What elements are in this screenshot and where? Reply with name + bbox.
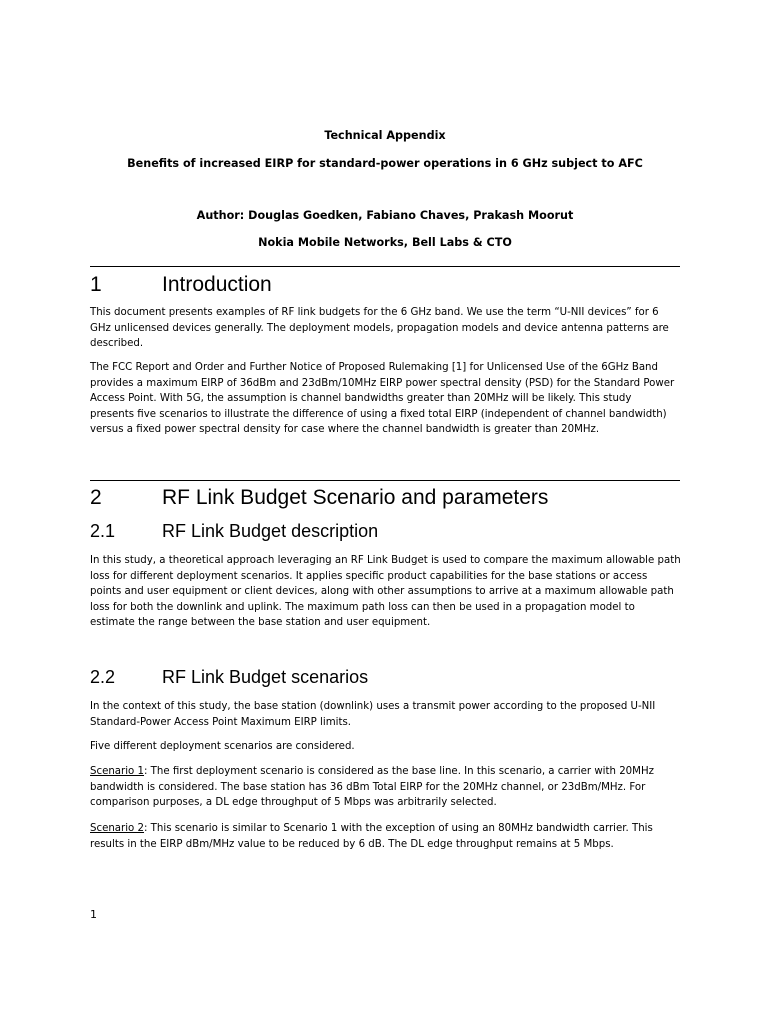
- intro-paragraph-2: [90, 360, 690, 438]
- text-line: [90, 764, 690, 780]
- section-2-heading: [90, 486, 548, 510]
- scenario-2-label: Scenario 2: [90, 823, 145, 834]
- intro-paragraph-1: [90, 305, 690, 352]
- text-line: [90, 821, 690, 837]
- section-title: Introduction: [162, 273, 272, 296]
- text-line: described.: [90, 338, 144, 349]
- section-2-1-heading: [90, 520, 378, 542]
- text-line: presents five scenarios to illustrate the difference of using a fixed total EIRP (independent of channel bandwidth): [90, 408, 667, 420]
- text-line: loss for different deployment scenarios. It applies specific product capabilities for the base stations or access: [90, 570, 648, 582]
- scenario-1-label: Scenario 1: [90, 766, 145, 777]
- text-line: This document presents examples of RF link budgets for the 6 GHz band. We use the term “U-NII devices” for 6: [90, 307, 659, 318]
- text-line: versus a fixed power spectral density for case where the channel bandwidth is greater than 20MHz.: [90, 424, 600, 435]
- text-line: GHz unlicensed devices generally. The deployment models, propagation models and device antenna patterns are: [90, 322, 669, 334]
- text-line: estimate the range between the base station and user equipment.: [90, 617, 431, 628]
- text-line: In this study, a theoretical approach leveraging an RF Link Budget is used to compare the maximum allowable path: [90, 555, 681, 566]
- section-title: RF Link Budget Scenario and parameters: [162, 486, 549, 509]
- scenario-2-paragraph: [90, 821, 690, 852]
- text-line: provides a maximum EIRP of 36dBm and 23dBm/10MHz EIRP power spectral density (PSD) for the Standard Power: [90, 377, 675, 389]
- text-line: Five different deployment scenarios are considered.: [90, 741, 355, 752]
- appendix-title: Technical Appendix: [324, 129, 446, 142]
- text-line: points and user equipment or client devices, along with other assumptions to arrive at a maximum allowable path: [90, 586, 674, 597]
- text-line: In the context of this study, the base station (downlink) uses a transmit power according to the proposed U-NII: [90, 701, 656, 712]
- section-number: 2.1: [90, 521, 116, 541]
- text-line: bandwidth is considered. The base station has 36 dBm Total EIRP for the 20MHz channel, or 23dBm/MHz. For: [90, 781, 646, 793]
- section-title: RF Link Budget description: [162, 521, 379, 541]
- document-title: Benefits of increased EIRP for standard-power operations in 6 GHz subject to AFC: [127, 157, 643, 170]
- description-paragraph: [90, 553, 690, 631]
- section-number: 2.2: [90, 667, 116, 687]
- section-title: RF Link Budget scenarios: [162, 667, 369, 687]
- organization-line: Nokia Mobile Networks, Bell Labs & CTO: [258, 236, 512, 249]
- text-line: loss for both the downlink and uplink. The maximum path loss can then be used in a propagation model to: [90, 601, 635, 613]
- authors-line: Author: Douglas Goedken, Fabiano Chaves, Prakash Moorut: [196, 209, 574, 222]
- text-line: Access Point. With 5G, the assumption is channel bandwidths greater than 20MHz will be likely. This study: [90, 393, 632, 404]
- scenarios-count-paragraph: [90, 739, 690, 755]
- text-line: comparison purposes, a DL edge throughput of 5 Mbps was arbitrarily selected.: [90, 797, 497, 808]
- section-2-2-heading: [90, 666, 368, 688]
- scenario-1-paragraph: [90, 764, 690, 811]
- section-number: 2: [90, 486, 102, 509]
- section-divider: [90, 480, 680, 481]
- section-divider: [90, 266, 680, 267]
- text-line: Standard-Power Access Point Maximum EIRP limits.: [90, 716, 351, 728]
- text-line: The FCC Report and Order and Further Notice of Proposed Rulemaking [1] for Unlicensed Use of the 6GHz Band: [90, 362, 658, 373]
- text-run: : The first deployment scenario is considered as the base line. In this scenario, a carrier with 20MHz: [144, 766, 654, 777]
- page-number: 1: [90, 908, 97, 921]
- scenarios-intro-paragraph: [90, 699, 690, 730]
- text-line: results in the EIRP dBm/MHz value to be reduced by 6 dB. The DL edge throughput remains at 5 Mbps.: [90, 838, 614, 850]
- section-number: 1: [90, 273, 102, 296]
- section-1-heading: [90, 273, 272, 297]
- text-run: : This scenario is similar to Scenario 1 with the exception of using an 80MHz bandwidth carrier. This: [144, 823, 653, 834]
